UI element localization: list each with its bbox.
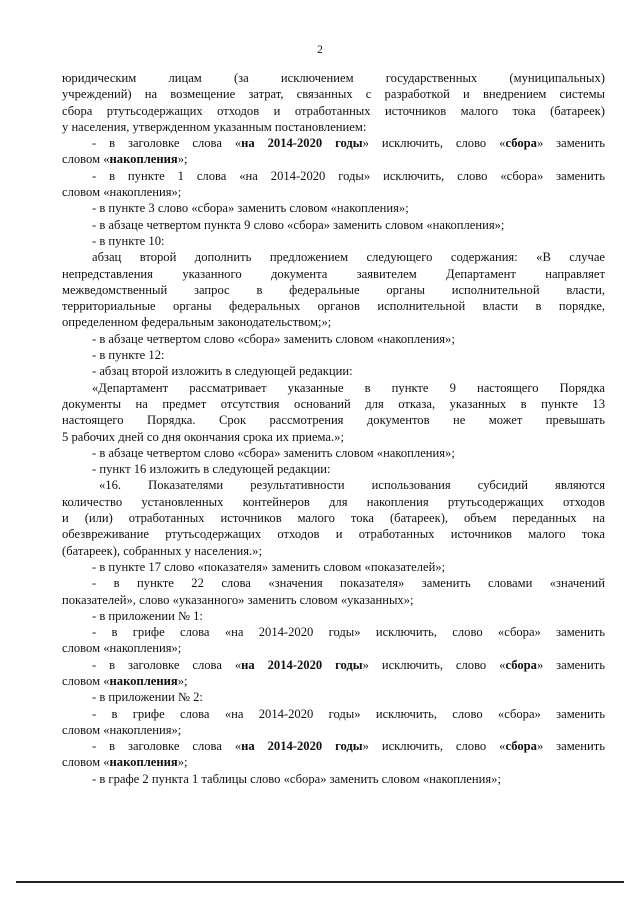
text-line: - пункт 16 изложить в следующей редакции: [92, 462, 331, 477]
text-line: (батареек), собранных у населения.»; [62, 543, 262, 558]
text-line: словом «накопления»; [62, 152, 188, 167]
text-line: обезвреживание ртутьсодержащих отходов и отработанных источников малого тока [62, 527, 605, 542]
text-line: и (или) отработанных источников малого тока (батареек), объем переданных на [62, 511, 605, 526]
text-line: - в пункте 22 слова «значения показателя» заменить словами «значений [92, 576, 605, 591]
text-line: - в приложении № 1: [92, 608, 203, 623]
text-line: непредставления указанного документа заявителем Департамент направляет [62, 266, 605, 281]
text-line: словом «накопления»; [62, 722, 182, 737]
text-line: словом «накопления»; [62, 673, 188, 688]
text-line: определенном федеральным законодательством;»; [62, 315, 332, 330]
text-line: «16. Показателями результативности использования субсидий являются [99, 478, 605, 493]
text-line: «Департамент рассматривает указанные в пункте 9 настоящего Порядка [92, 380, 605, 395]
text-line: - в пункте 1 слова «на 2014-2020 годы» исключить, слово «сбора» заменить [92, 168, 605, 183]
text-line: - в пункте 12: [92, 348, 165, 363]
text-line: территориальные органы федеральных органов исполнительной власти в порядке, [62, 299, 605, 314]
text-line: абзац второй дополнить предложением следующего содержания: «В случае [92, 250, 605, 265]
text-line: - в заголовке слова «на 2014-2020 годы» исключить, слово «сбора» заменить [92, 739, 606, 754]
text-line: - в грифе слова «на 2014-2020 годы» исключить, слово «сбора» заменить [92, 706, 605, 721]
text-line: - абзац второй изложить в следующей редакции: [92, 364, 353, 379]
text-line: межведомственный запрос в федеральные органы исполнительной власти, [62, 282, 605, 297]
text-line: - в заголовке слова «на 2014-2020 годы» исключить, слово «сбора» заменить [92, 136, 606, 151]
text-line: - в заголовке слова «на 2014-2020 годы» исключить, слово «сбора» заменить [92, 657, 606, 672]
text-line: - в абзаце четвертом слово «сбора» заменить словом «накопления»; [92, 331, 455, 346]
text-line: - в абзаце четвертом пункта 9 слово «сбора» заменить словом «накопления»; [92, 217, 505, 232]
text-line: 5 рабочих дней со дня окончания срока их приема.»; [62, 429, 344, 444]
text-line: - в графе 2 пункта 1 таблицы слово «сбора» заменить словом «накопления»; [92, 771, 501, 786]
bottom-rule [16, 881, 624, 883]
text-line: документы на предмет отсутствия оснований для отказа, указанных в пункте 13 [62, 396, 605, 411]
text-line: количество установленных контейнеров для накопления ртутьсодержащих отходов [62, 494, 605, 509]
text-line: - в пункте 17 слово «показателя» заменить словом «показателей»; [92, 559, 446, 574]
text-line: учреждений) на возмещение затрат, связанных с разработкой и внедрением системы [62, 87, 605, 102]
text-line: - в абзаце четвертом слово «сбора» заменить словом «накопления»; [92, 445, 455, 460]
text-line: - в грифе слова «на 2014-2020 годы» исключить, слово «сбора» заменить [92, 625, 605, 640]
text-line: показателей», слово «указанного» заменить словом «указанных»; [62, 592, 414, 607]
text-line: настоящего Порядка. Срок рассмотрения документов не может превышать [62, 413, 605, 428]
text-line: словом «накопления»; [62, 185, 182, 200]
text-line: - в приложении № 2: [92, 690, 203, 705]
document-body [62, 70, 605, 787]
text-line: словом «накопления»; [62, 641, 182, 656]
text-line: - в пункте 10: [92, 233, 165, 248]
text-line: юридическим лицам (за исключением государственных (муниципальных) [62, 71, 605, 85]
text-line: у населения, утвержденном указанным постановлением: [62, 119, 367, 134]
text-line: словом «накопления»; [62, 755, 188, 770]
text-line: - в пункте 3 слово «сбора» заменить словом «накопления»; [92, 201, 409, 216]
page-number: 2 [317, 44, 323, 56]
text-line: сбора ртутьсодержащих отходов и отработанных источников малого тока (батареек) [62, 103, 605, 118]
